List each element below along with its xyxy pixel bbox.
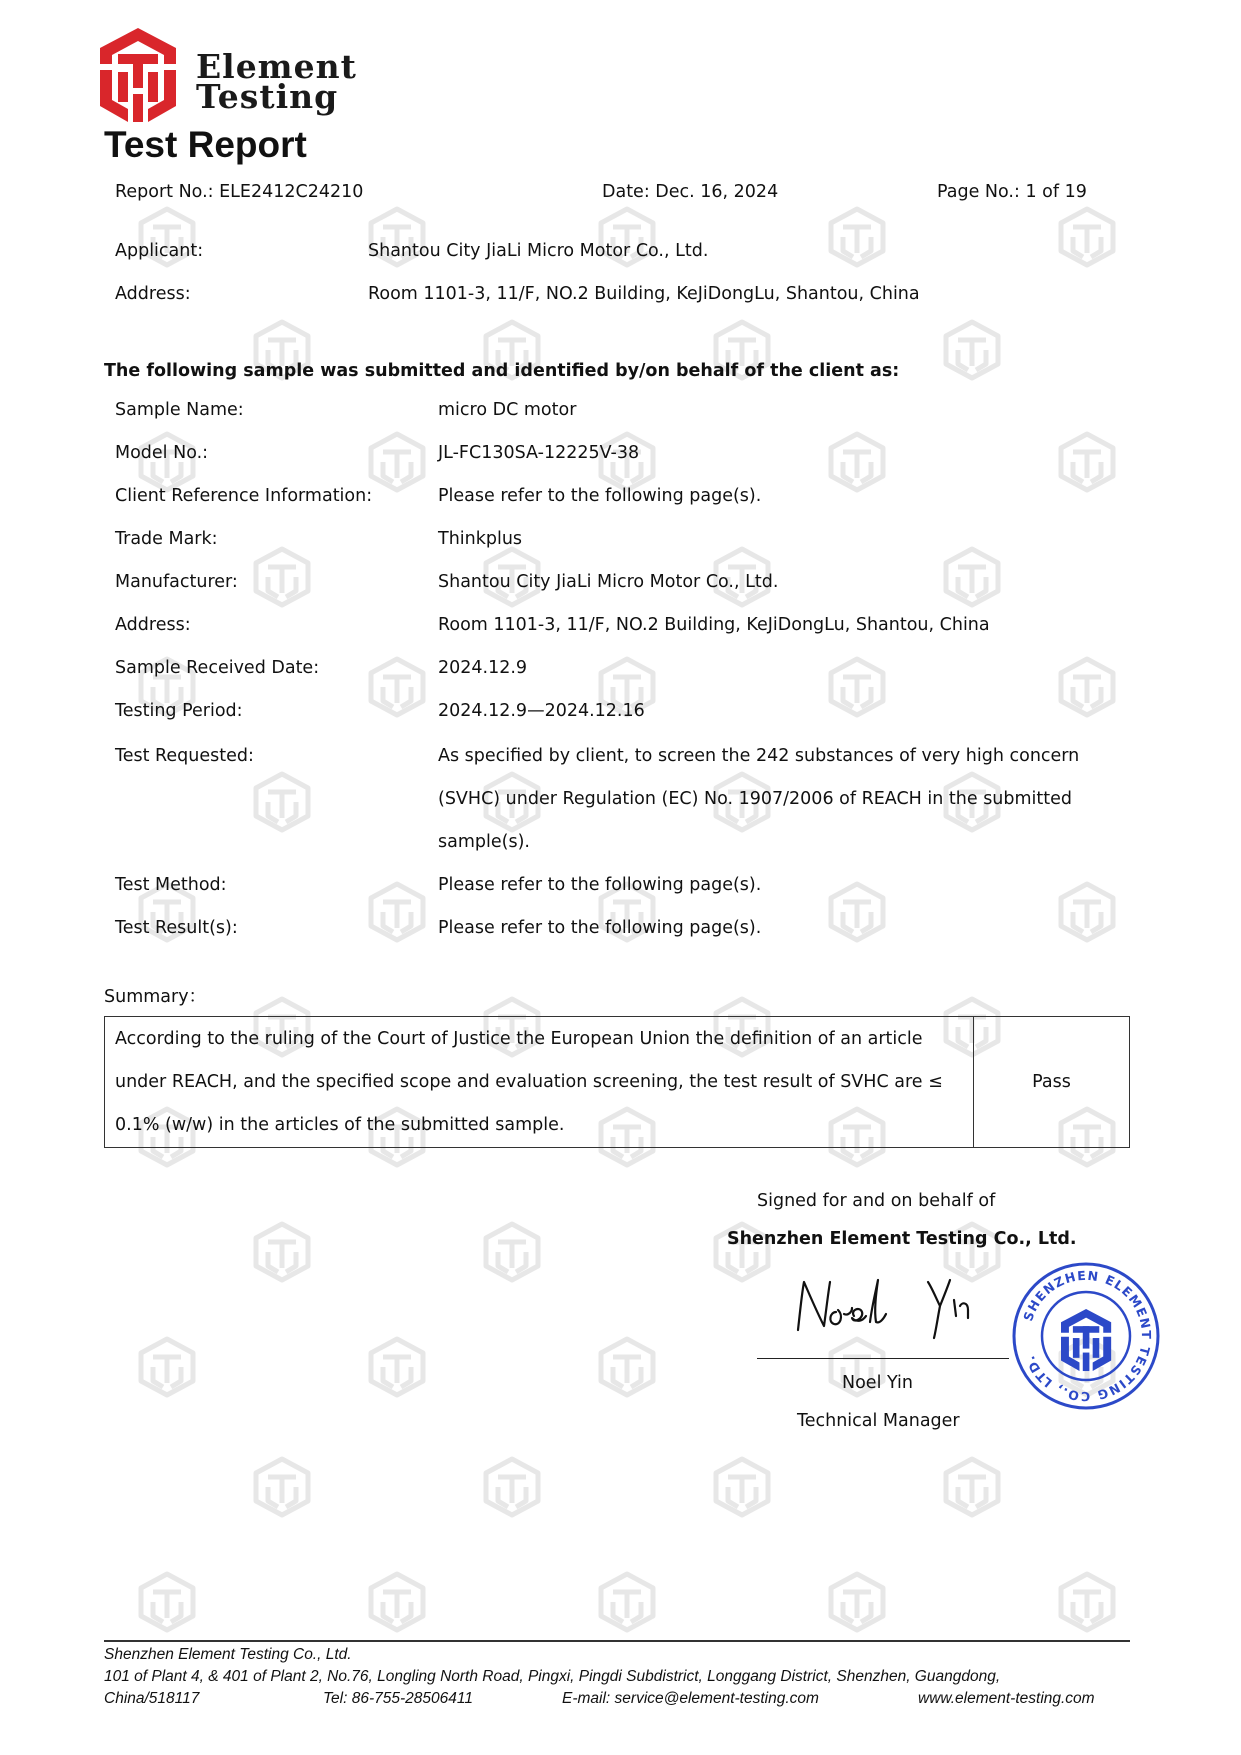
report-date: Date: Dec. 16, 2024 [602, 182, 779, 202]
summary-line: According to the ruling of the Court of Justice the European Union the definition of an article [115, 1028, 923, 1049]
signer-name: Noel Yin [842, 1373, 914, 1393]
sample-field-label: Address: [115, 615, 191, 635]
sample-field-label: Model No.: [115, 443, 209, 463]
watermark-icon [365, 880, 429, 944]
company-seal-icon [1011, 1261, 1161, 1411]
footer-website[interactable]: www.element-testing.com [918, 1690, 1095, 1707]
summary-text-cell [105, 1017, 974, 1148]
watermark-icon [825, 1570, 889, 1634]
report-number: Report No.: ELE2412C24210 [115, 182, 364, 202]
footer-company: Shenzhen Element Testing Co., Ltd. [104, 1646, 352, 1663]
signing-company: Shenzhen Element Testing Co., Ltd. [727, 1229, 1077, 1249]
applicant-value: Shantou City JiaLi Micro Motor Co., Ltd. [368, 241, 709, 261]
footer-tel: Tel: 86-755-28506411 [323, 1690, 473, 1707]
watermark-icon [135, 1570, 199, 1634]
signed-for-text: Signed for and on behalf of [757, 1191, 996, 1211]
watermark-icon [595, 1570, 659, 1634]
summary-table [104, 1016, 1130, 1148]
sample-field-value: 2024.12.9 [438, 658, 528, 678]
sample-field-value: Shantou City JiaLi Micro Motor Co., Ltd. [438, 572, 779, 592]
sample-field-value: Please refer to the following page(s). [438, 486, 762, 506]
sample-field-value: Room 1101-3, 11/F, NO.2 Building, KeJiDongLu, Shantou, China [438, 615, 990, 635]
sample-field-label: Testing Period: [115, 701, 243, 721]
watermark-icon [365, 430, 429, 494]
watermark-icon [250, 1455, 314, 1519]
page-number: Page No.: 1 of 19 [937, 182, 1087, 202]
page-title: Test Report [104, 124, 307, 165]
signature-line [757, 1358, 1009, 1359]
sample-field-label: Sample Received Date: [115, 658, 320, 678]
applicant-address-value: Room 1101-3, 11/F, NO.2 Building, KeJiDongLu, Shantou, China [368, 284, 920, 304]
sample-field-label: Sample Name: [115, 400, 244, 420]
brand-name-line1: Element [196, 47, 357, 86]
sample-field-label: Client Reference Information: [115, 486, 373, 506]
handwritten-signature [790, 1272, 990, 1342]
watermark-icon [825, 430, 889, 494]
watermark-icon [940, 545, 1004, 609]
watermark-icon [940, 1455, 1004, 1519]
watermark-icon [1055, 205, 1119, 269]
test-requested-line: (SVHC) under Regulation (EC) No. 1907/2006 of REACH in the submitted [438, 789, 1073, 809]
watermark-icon [1055, 1570, 1119, 1634]
test-requested-label: Test Requested: [115, 746, 254, 766]
watermark-icon [1055, 430, 1119, 494]
brand-name-line2: Testing [196, 77, 339, 116]
footer-email: E-mail: service@element-testing.com [562, 1690, 819, 1707]
watermark-icon [825, 655, 889, 719]
summary-line: under REACH, and the specified scope and evaluation screening, the test result of SVHC are ≤ [115, 1071, 943, 1092]
summary-label: Summary： [104, 987, 207, 1007]
watermark-icon [480, 1220, 544, 1284]
sample-field-label: Trade Mark: [115, 529, 218, 549]
applicant-address-label: Address: [115, 284, 191, 304]
watermark-icon [825, 880, 889, 944]
watermark-icon [365, 1335, 429, 1399]
element-testing-logo-icon [100, 28, 176, 126]
watermark-icon [250, 770, 314, 834]
watermark-icon [135, 1335, 199, 1399]
summary-result-cell [974, 1017, 1130, 1148]
test-requested-line: As specified by client, to screen the 242 substances of very high concern [438, 746, 1080, 766]
watermark-icon [825, 205, 889, 269]
sample-field-value: 2024.12.9—2024.12.16 [438, 701, 645, 721]
signer-role: Technical Manager [797, 1411, 960, 1431]
test-results-value: Please refer to the following page(s). [438, 918, 762, 938]
sample-field-label: Manufacturer: [115, 572, 238, 592]
svg-text:SHENZHEN ELEMENT TESTING CO.,: SHENZHEN ELEMENT TESTING CO., LTD. [1020, 1267, 1155, 1405]
watermark-icon [480, 1455, 544, 1519]
footer-postcode: China/518117 [104, 1690, 200, 1707]
sample-field-value: Thinkplus [438, 529, 523, 549]
footer-rule [104, 1640, 1130, 1642]
applicant-label: Applicant: [115, 241, 204, 261]
summary-result: Pass [1032, 1072, 1071, 1092]
test-results-label: Test Result(s): [115, 918, 238, 938]
watermark-icon [710, 1455, 774, 1519]
sample-field-value: micro DC motor [438, 400, 577, 420]
watermark-icon [1055, 655, 1119, 719]
test-requested-line: sample(s). [438, 832, 530, 852]
watermark-icon [250, 545, 314, 609]
watermark-icon [365, 1570, 429, 1634]
summary-line: 0.1% (w/w) in the articles of the submitted sample. [115, 1114, 565, 1135]
test-method-label: Test Method: [115, 875, 227, 895]
watermark-icon [1055, 880, 1119, 944]
watermark-icon [595, 1335, 659, 1399]
test-method-value: Please refer to the following page(s). [438, 875, 762, 895]
sample-intro: The following sample was submitted and identified by/on behalf of the client as: [104, 361, 900, 381]
sample-field-value: JL-FC130SA-12225V-38 [438, 443, 640, 463]
footer-address: 101 of Plant 4, & 401 of Plant 2, No.76, Longling North Road, Pingxi, Pingdi Subdistrict, Longgang District, Shenzhen, Guangdong, [104, 1668, 1001, 1685]
watermark-icon [940, 318, 1004, 382]
watermark-icon [365, 655, 429, 719]
watermark-icon [250, 1220, 314, 1284]
